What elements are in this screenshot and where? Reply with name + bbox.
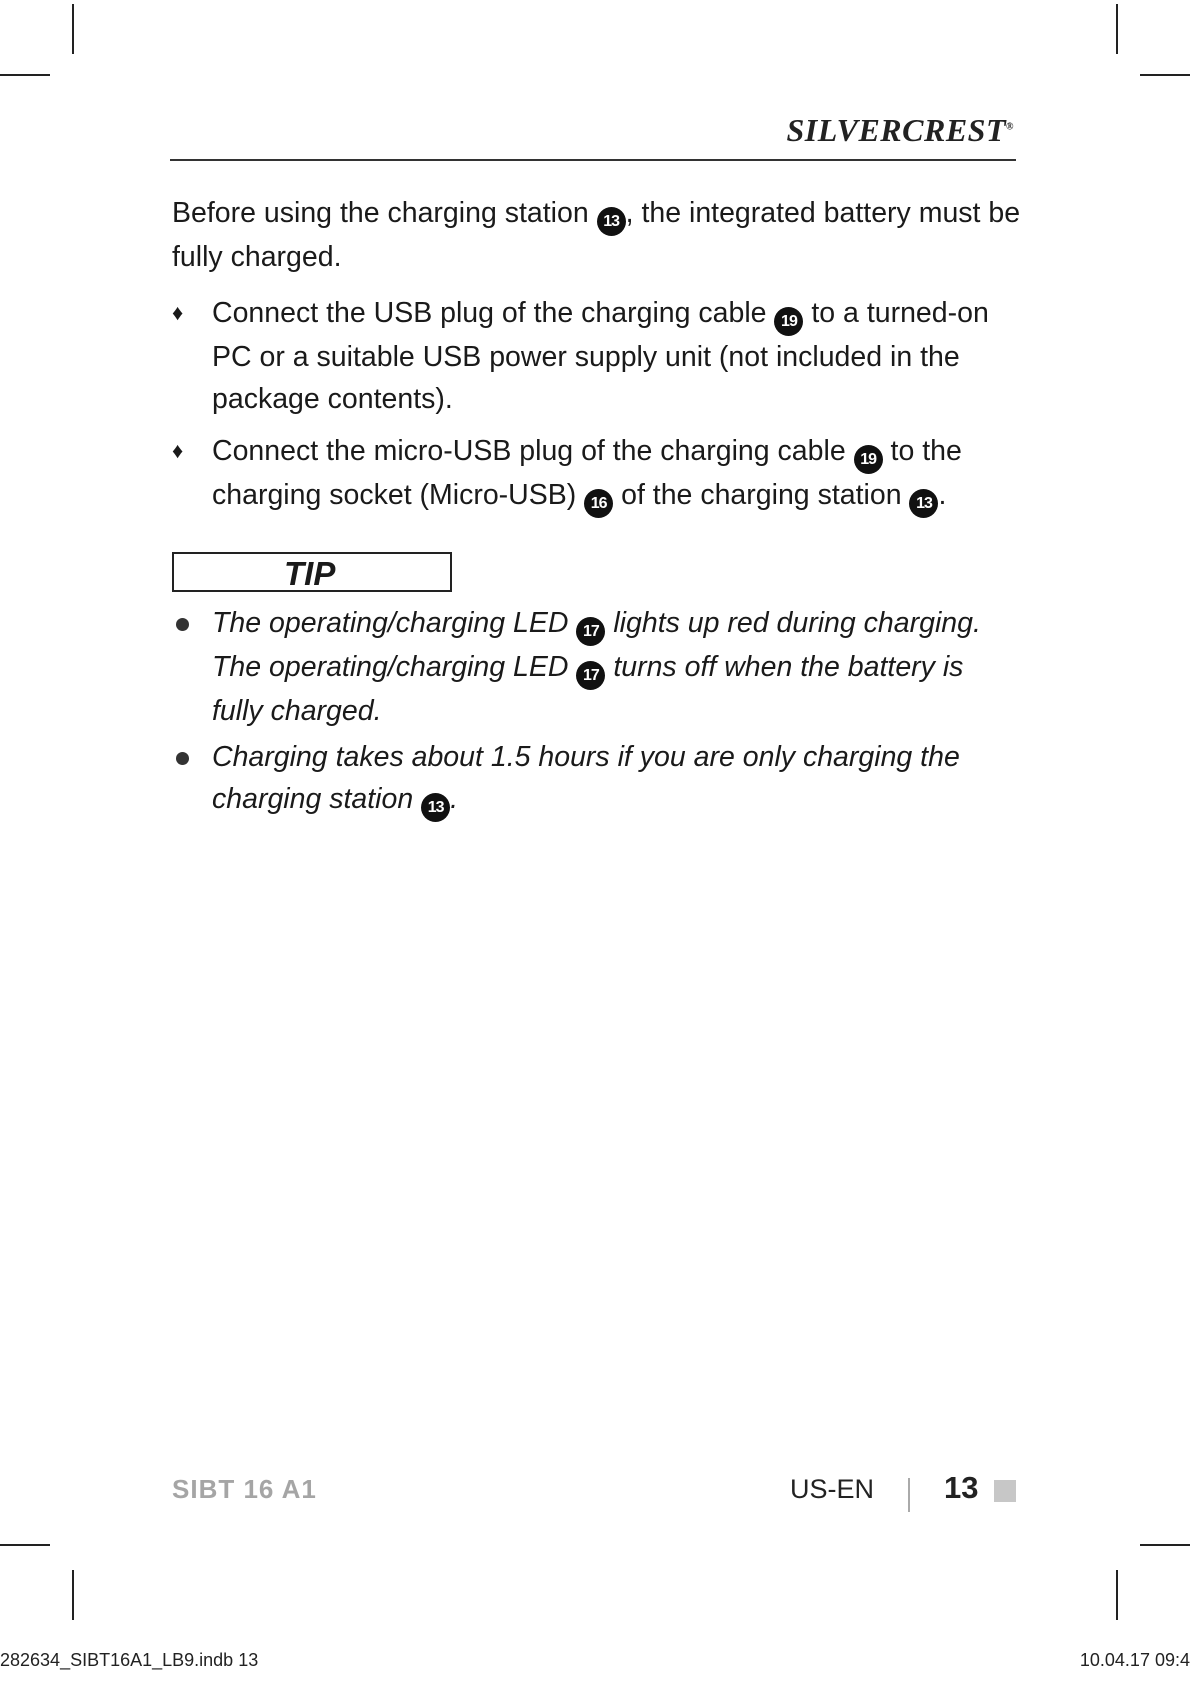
crop-mark [1140, 74, 1190, 76]
diamond-bullet-icon: ♦ [172, 438, 184, 463]
footer-divider [908, 1478, 910, 1512]
instruction-step: ♦ Connect the micro-USB plug of the charging cable 19 to the charging socket (Micro-USB) 16 of the charging station 13 . [172, 430, 1022, 518]
diamond-bullet-icon: ♦ [172, 300, 184, 325]
language-code: US-EN [790, 1474, 875, 1504]
print-slug-file: 282634_SIBT16A1_LB9.indb 13 [0, 1650, 259, 1670]
crop-mark [0, 74, 50, 76]
print-slug-date: 10.04.17 09:4 [1079, 1650, 1190, 1670]
brand-logo: SILVERCREST® [786, 112, 1014, 148]
crop-mark [1116, 1570, 1118, 1620]
crop-mark [1116, 4, 1118, 54]
crop-mark [1140, 1544, 1190, 1546]
bullet-dot-icon [176, 752, 189, 765]
crop-mark [72, 1570, 74, 1620]
page-content [172, 192, 1022, 826]
reference-number: 13 [909, 489, 938, 518]
crop-mark [0, 1544, 50, 1546]
reference-number: 13 [597, 207, 626, 236]
reference-number: 19 [774, 307, 803, 336]
intro-paragraph: Before using the charging station 13 , the integrated battery must be fully charged. [172, 197, 1021, 273]
instruction-step: ♦ Connect the USB plug of the charging cable 19 to a turned-on PC or a suitable USB power supply unit (not included in the package contents). [172, 292, 1022, 420]
page-number: 13 [944, 1470, 979, 1505]
reference-number: 16 [584, 489, 613, 518]
tip-heading: TIP [172, 552, 452, 592]
reference-number: 19 [854, 445, 883, 474]
model-number: SIBT 16 A1 [172, 1474, 317, 1504]
header-rule [170, 159, 1016, 161]
bullet-dot-icon [176, 618, 189, 631]
page-marker [994, 1480, 1016, 1502]
reference-number: 13 [421, 793, 450, 822]
tip-item: Charging takes about 1.5 hours if you are only charging the charging station 13 . [172, 736, 1022, 822]
reference-number: 17 [576, 661, 605, 690]
reference-number: 17 [576, 617, 605, 646]
crop-mark [72, 4, 74, 54]
tip-item: The operating/charging LED 17 lights up red during charging. The operating/charging LED 17 turns off when the battery is fully charged. [172, 602, 1022, 732]
